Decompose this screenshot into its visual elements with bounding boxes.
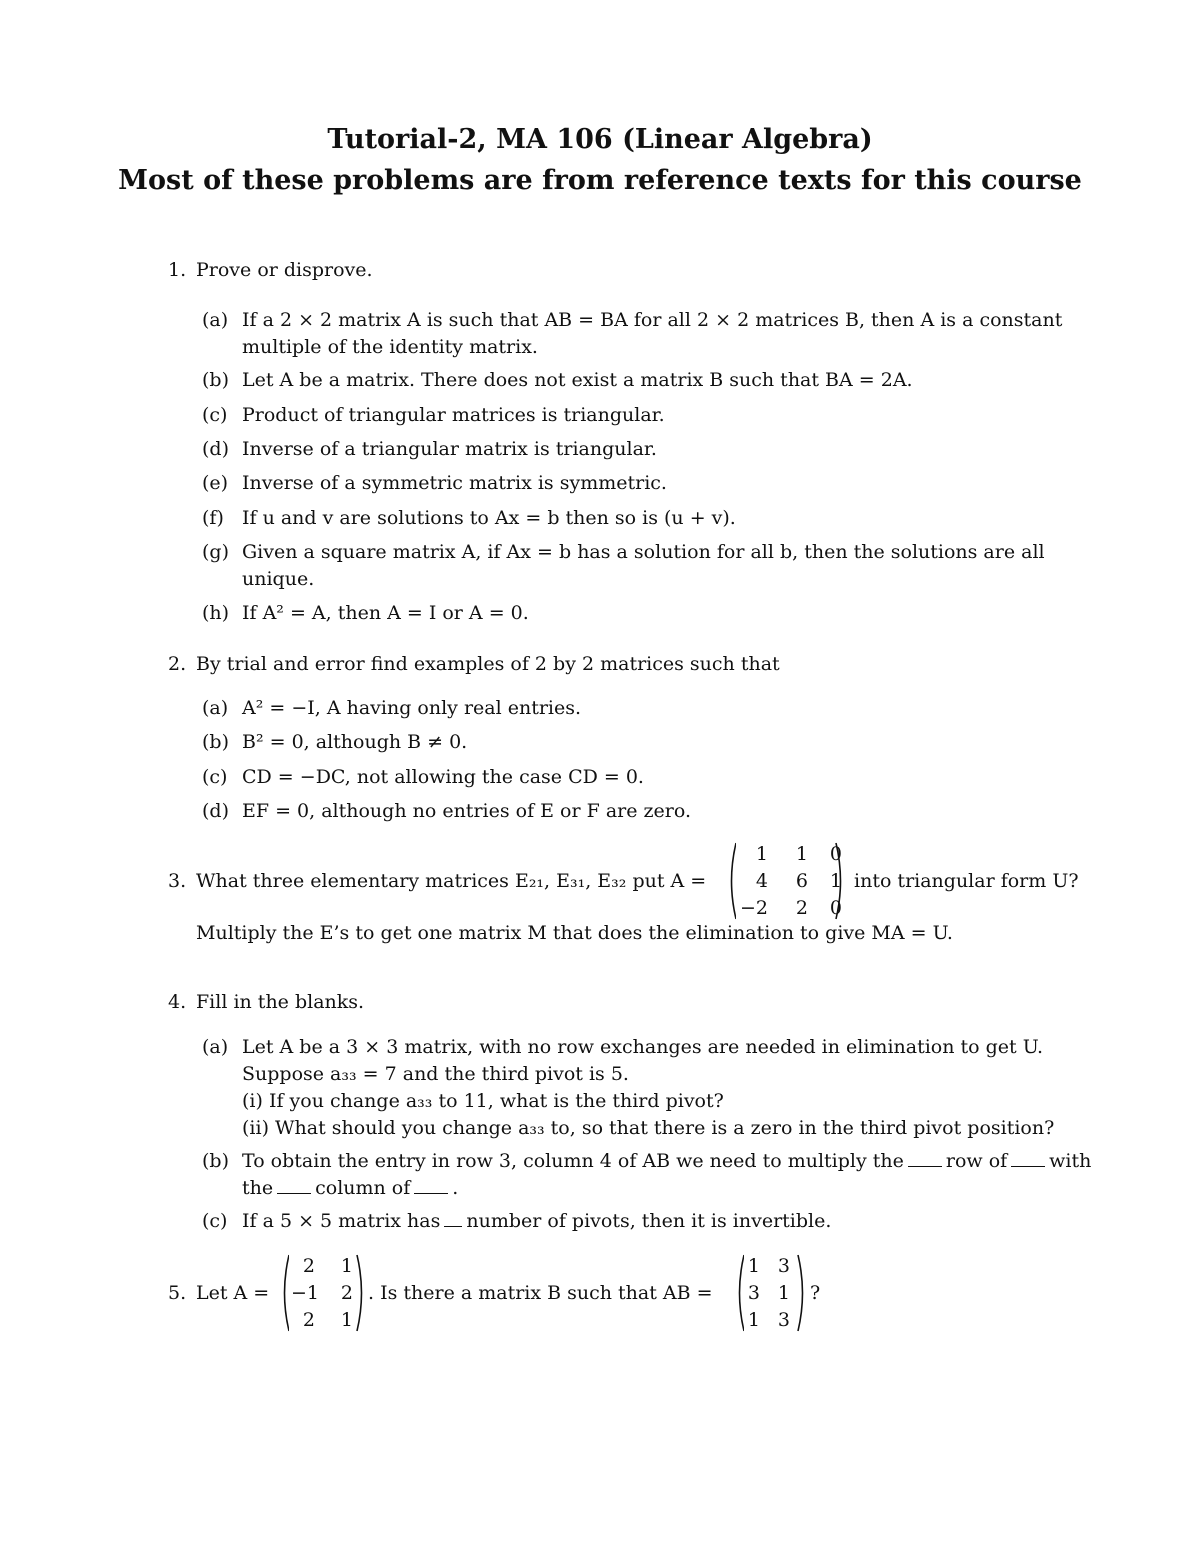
matrix-cell: 1 xyxy=(777,1282,790,1304)
fill-blank xyxy=(1011,1152,1045,1167)
matrix-cell: 2 xyxy=(302,1309,315,1331)
matrix-cell: 1 xyxy=(829,870,842,892)
item-line: (i) If you change a₃₃ to 11, what is the third pivot? xyxy=(242,1090,724,1112)
matrix-cell: 1 xyxy=(795,843,808,865)
matrix-cell: 2 xyxy=(302,1255,315,1277)
fill-blank xyxy=(908,1152,942,1167)
item-text: the xyxy=(242,1177,274,1199)
question-text: . Is there a matrix B such that AB = xyxy=(368,1282,713,1304)
matrix-a-3x2 xyxy=(279,1253,365,1333)
item-line: Let A be a matrix. There does not exist a matrix B such that BA = 2A. xyxy=(242,369,913,391)
item-label: (e) xyxy=(202,472,229,494)
left-paren xyxy=(734,1253,744,1333)
matrix-ab-3x2 xyxy=(734,1253,806,1333)
item-line: If u and v are solutions to Ax = b then so is (u + v). xyxy=(242,507,736,529)
matrix-cell: 3 xyxy=(747,1282,760,1304)
question-text-tail: ? xyxy=(810,1282,821,1304)
page-subtitle: Most of these problems are from reference texts for this course xyxy=(118,165,1082,196)
question-number: 3. xyxy=(168,870,187,892)
matrix-cell: 1 xyxy=(755,843,768,865)
item-label: (c) xyxy=(202,766,228,788)
item-line: Inverse of a triangular matrix is triangular. xyxy=(242,438,657,460)
item-label: (a) xyxy=(202,697,229,719)
matrix-cell: −1 xyxy=(291,1282,320,1304)
matrix-cell: 0 xyxy=(829,843,842,865)
page-title: Tutorial-2, MA 106 (Linear Algebra) xyxy=(327,124,873,155)
matrix-cell: 1 xyxy=(747,1309,760,1331)
question-text-tail: into triangular form U? xyxy=(854,870,1079,892)
matrix-cell: 1 xyxy=(340,1255,353,1277)
right-paren xyxy=(355,1253,365,1333)
item-line: Given a square matrix A, if Ax = b has a solution for all b, then the solutions are all xyxy=(242,541,1045,563)
item-line: If A² = A, then A = I or A = 0. xyxy=(242,602,529,624)
item-label: (a) xyxy=(202,1036,229,1058)
item-label: (d) xyxy=(202,800,229,822)
item-label: (h) xyxy=(202,602,230,624)
item-text: row of xyxy=(945,1150,1008,1172)
item-text: To obtain the entry in row 3, column 4 of AB we need to multiply the xyxy=(242,1150,904,1172)
item-text: column of xyxy=(315,1177,411,1199)
item-line: A² = −I, A having only real entries. xyxy=(242,697,582,719)
item-label: (g) xyxy=(202,541,229,563)
left-paren xyxy=(279,1253,289,1333)
right-paren xyxy=(834,841,844,921)
question-text: By trial and error find examples of 2 by 2 matrices such that xyxy=(196,653,780,675)
item-label: (c) xyxy=(202,404,228,426)
item-line: unique. xyxy=(242,568,315,590)
item-line: CD = −DC, not allowing the case CD = 0. xyxy=(242,766,644,788)
item-label: (d) xyxy=(202,438,229,460)
matrix-cell: 1 xyxy=(747,1255,760,1277)
matrix-cell: 3 xyxy=(777,1255,790,1277)
question-text: Let A = xyxy=(196,1282,270,1304)
item-label: (f) xyxy=(202,507,224,529)
item-label: (b) xyxy=(202,369,229,391)
fill-blank xyxy=(444,1212,462,1227)
matrix-cell: 1 xyxy=(340,1309,353,1331)
left-paren xyxy=(726,841,736,921)
matrix-a-3x3 xyxy=(726,841,844,921)
question-text: Prove or disprove. xyxy=(196,259,373,281)
question-text: Multiply the E’s to get one matrix M that does the elimination to give MA = U. xyxy=(196,922,953,944)
matrix-cell: 3 xyxy=(777,1309,790,1331)
item-line: multiple of the identity matrix. xyxy=(242,336,538,358)
item-label: (b) xyxy=(202,1150,229,1172)
item-line: Suppose a₃₃ = 7 and the third pivot is 5. xyxy=(242,1063,629,1085)
item-line: (ii) What should you change a₃₃ to, so that there is a zero in the third pivot position? xyxy=(242,1117,1055,1139)
question-number: 2. xyxy=(168,653,187,675)
item-text: . xyxy=(452,1177,459,1199)
matrix-cell: 4 xyxy=(755,870,768,892)
item-line: If a 2 × 2 matrix A is such that AB = BA for all 2 × 2 matrices B, then A is a constant xyxy=(242,309,1063,331)
item-line: Let A be a 3 × 3 matrix, with no row exchanges are needed in elimination to get U. xyxy=(242,1036,1044,1058)
fill-blank xyxy=(414,1179,448,1194)
matrix-cell: 2 xyxy=(795,897,808,919)
item-line: Product of triangular matrices is triangular. xyxy=(242,404,665,426)
question-number: 1. xyxy=(168,259,187,281)
item-line: EF = 0, although no entries of E or F are zero. xyxy=(242,800,692,822)
item-line: B² = 0, although B ≠ 0. xyxy=(242,731,468,753)
item-label: (a) xyxy=(202,309,229,331)
item-text: with xyxy=(1049,1150,1092,1172)
question-text: Fill in the blanks. xyxy=(196,991,365,1013)
question-text: What three elementary matrices E₂₁, E₃₁, E₃₂ put A = xyxy=(196,870,707,892)
question-number: 4. xyxy=(168,991,187,1013)
fill-blank xyxy=(277,1179,311,1194)
matrix-cell: 0 xyxy=(829,897,842,919)
item-text: If a 5 × 5 matrix has xyxy=(242,1210,441,1232)
matrix-cell: −2 xyxy=(739,897,768,919)
item-text: number of pivots, then it is invertible. xyxy=(466,1210,832,1232)
right-paren xyxy=(796,1253,806,1333)
item-label: (c) xyxy=(202,1210,228,1232)
matrix-cell: 2 xyxy=(340,1282,353,1304)
item-label: (b) xyxy=(202,731,229,753)
question-number: 5. xyxy=(168,1282,187,1304)
item-line: Inverse of a symmetric matrix is symmetric. xyxy=(242,472,667,494)
matrix-cell: 6 xyxy=(795,870,808,892)
